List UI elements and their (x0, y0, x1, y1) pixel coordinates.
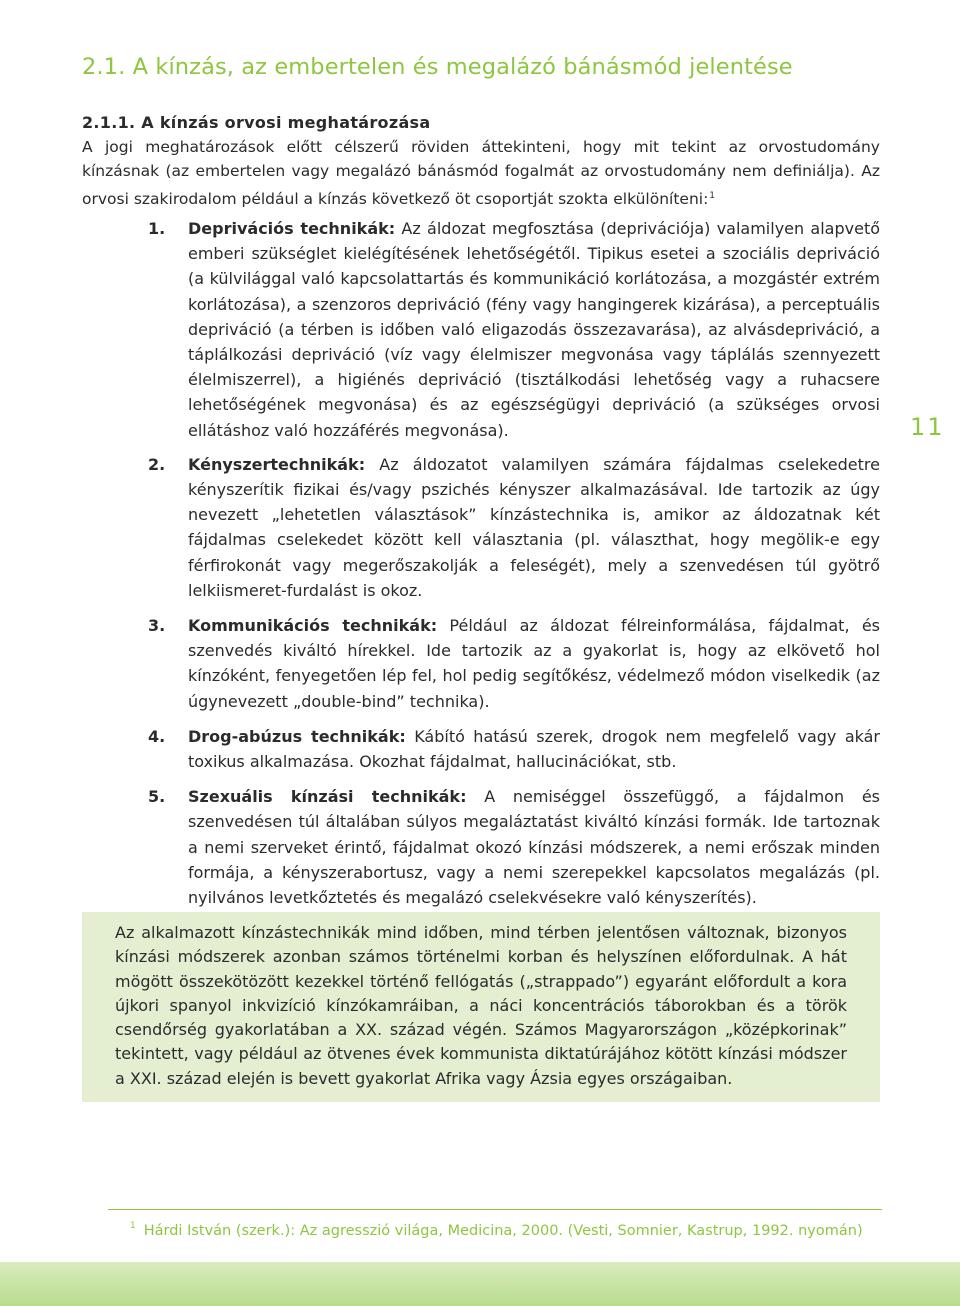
list-item-text: Az áldozat megfosztása (deprivációja) valamilyen alapvető emberi szükséglet kielégítésének lehetőségétől. Tipikus esetei a szociális depriváció (a külvilággal való kapcsolattartás és kommunikáció korlátozása, a mozgástér extrém korlátozása), a szenzoros depriváció (fény vagy hangingerek kizárása), a perceptuális depriváció (a térben is időben való eligazodás összezavarása), az alvásdepriváció, a táplálkozási depriváció (víz vagy élelmiszer megvonása vagy táplálás szennyezett élelmiszerrel), a higiénés depriváció (tisztálkodási lehetőség vagy a ruhacsere lehetőségének megvonása) és az egészségügyi depriváció (a szükséges orvosi ellátáshoz való hozzáférés megvonása). (188, 219, 881, 440)
list-item-number: 3. (148, 616, 166, 636)
list-item (148, 613, 880, 714)
footnote (130, 1221, 863, 1239)
list-item-number: 2. (148, 454, 166, 474)
list-item-term: Szexuális kínzási technikák: (188, 787, 467, 807)
list-item-text: Például az áldozat félreinformálása, fájdalmat, és szenvedés kiváltó hírekkel. Ide tartozik az a gyakorlat is, hogy az elkövető hol kínzóként, fenyegetően lép fel, hol pedig segítőkész, védelmező módon viselkedik (az úgynevezett „double-bind” technika). (188, 616, 881, 711)
highlight-box (82, 912, 880, 1102)
footnote-reference[interactable]: 1 (709, 190, 716, 201)
subsection-title: 2.1.1. A kínzás orvosi meghatározása (82, 113, 431, 132)
list-item-text: Kábító hatású szerek, drogok nem megfelelő vagy akár toxikus alkalmazása. Okozhat fájdalmat, hallucinációkat, stb. (188, 726, 880, 772)
intro-block (82, 110, 880, 211)
list-item (148, 216, 880, 443)
highlight-box-text: Az alkalmazott kínzástechnikák mind időben, mind térben jelentősen változnak, bizonyos kínzási módszerek azonban számos történelmi korban és helyszínen előfordulnak. A hát mögött összekötözött kezekkel történő fellógatás („strappado”) egyaránt előfordult a kora újkori spanyol inkvizíció kínzókamráiban, a náci koncentrációs táborokban és a török csendőrség gyakorlatában a XX. század végén. Számos Magyarországon „középkorinak” tekintett, vagy például az ötvenes évek kommunista diktatúrájához kötött kínzási módszer a XXI. század elején is bevett gyakorlat Afrika vagy Ázsia egyes országaiban. (115, 923, 847, 1088)
list-item-text: A nemiséggel összefüggő, a fájdalmon és szenvedésen túl általában súlyos megaláztatást kiváltó kínzási formák. Ide tartoznak a nemi szerveket érintő, fájdalmat okozó kínzási módszerek, a nemi erőszak minden formája, a kényszerabortusz, vagy a nemi szerepekkel kapcsolatos megalázás (pl. nyilvános levetkőztetés és megalázó cselekvésekre való kényszerítés). (188, 787, 880, 908)
list-item-term: Drog-abúzus technikák: (188, 726, 406, 746)
list-item (148, 452, 880, 603)
torture-techniques-list (148, 216, 880, 910)
intro-text: A jogi meghatározások előtt célszerű röviden áttekinteni, hogy mit tekint az orvostudomány kínzásnak (az embertelen vagy megalázó bánásmód fogalmát az orvostudomány nem definiálja). Az orvosi szakirodalom például a kínzás következő öt csoportját szokta elkülöníteni: (82, 138, 880, 208)
list-item-text: Az áldozatot valamilyen számára fájdalmas cselekedetre kényszerítik fizikai és/vagy pszichés kényszer alkalmazásával. Ide tartozik az úgy nevezett „lehetetlen választások” kínzástechnika is, amikor az áldozatnak két fájdalmas cselekedet között kell választania (pl. választhat, hogy megölik-e egy férfirokonát vagy megerőszakolják a feleségét), mely a szenvedésen túl gyötrő lelkiismeret-furdalást is okoz. (188, 454, 880, 600)
list-item-term: Kommunikációs technikák: (188, 616, 438, 636)
list-item-term: Kényszertechnikák: (188, 454, 366, 474)
footnote-text: Hárdi István (szerk.): Az agresszió világa, Medicina, 2000. (Vesti, Somnier, Kastrup, 1992. nyomán) (143, 1223, 863, 1239)
list-item (148, 724, 880, 774)
list-item-number: 5. (148, 787, 166, 807)
list-item-term: Deprivációs technikák: (188, 219, 396, 238)
list-item (148, 784, 880, 910)
section-title: 2.1. A kínzás, az embertelen és megalázó bánásmód jelentése (82, 54, 793, 80)
list-item-number: 4. (148, 726, 166, 746)
list-item-number: 1. (148, 219, 166, 238)
page-number: 11 (910, 413, 945, 441)
footnote-divider (108, 1209, 882, 1210)
footnote-mark: 1 (130, 1221, 136, 1231)
intro-paragraph (82, 135, 880, 211)
decorative-bottom-band (0, 1262, 960, 1306)
